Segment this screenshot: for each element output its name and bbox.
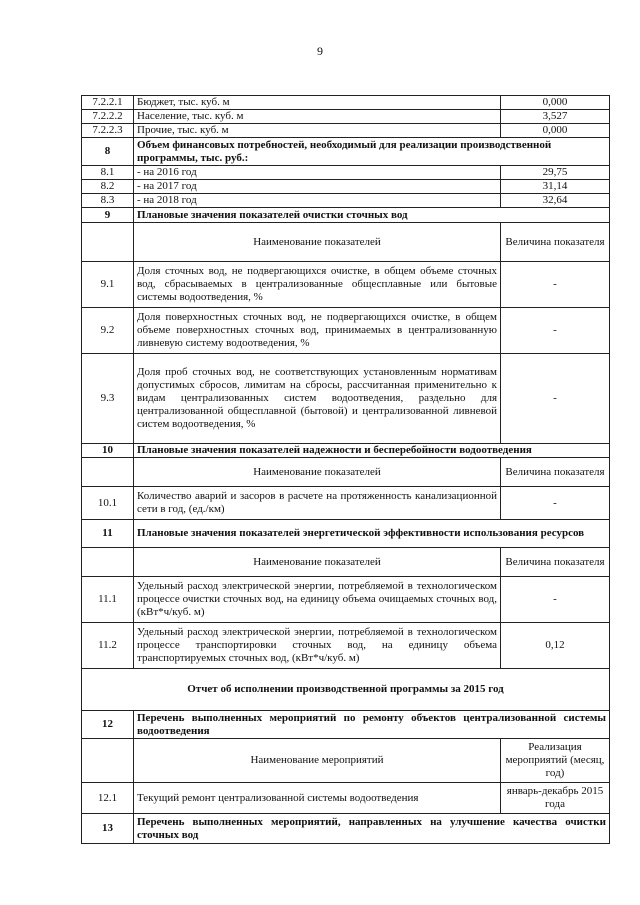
column-header-name: Наименование показателей xyxy=(134,223,501,262)
row-label: Доля проб сточных вод, не соответствующих установленным нормативам допустимых сбросов, лимитам на сбросы, рассчитанная применительно к видам централизованных систем водоотведения, раздельно для централизованной общесплавной (бытовой) и централизованной ливневой систем водоотведения, % xyxy=(134,354,501,444)
row-number: 8.1 xyxy=(82,166,134,180)
row-value: - xyxy=(501,487,610,520)
row-number: 12.1 xyxy=(82,783,134,814)
row-value: 29,75 xyxy=(501,166,610,180)
header-row xyxy=(82,739,610,783)
section-row xyxy=(82,520,610,548)
table-row xyxy=(82,124,610,138)
section-number: 12 xyxy=(82,711,134,739)
row-value: 0,000 xyxy=(501,124,610,138)
row-value: - xyxy=(501,354,610,444)
section-number: 13 xyxy=(82,814,134,844)
column-header-value: Величина показателя xyxy=(501,548,610,577)
section-number: 11 xyxy=(82,520,134,548)
report-row xyxy=(82,669,610,711)
row-label: - на 2018 год xyxy=(134,194,501,208)
section-row xyxy=(82,444,610,458)
table-row xyxy=(82,577,610,623)
section-title: Объем финансовых потребностей, необходимый для реализации производственной программы, тыс. руб.: xyxy=(134,138,610,166)
column-header-name: Наименование мероприятий xyxy=(134,739,501,783)
section-row xyxy=(82,138,610,166)
row-value: 32,64 xyxy=(501,194,610,208)
section-row xyxy=(82,711,610,739)
row-number: 7.2.2.3 xyxy=(82,124,134,138)
row-value: - xyxy=(501,577,610,623)
column-header-value: Величина показателя xyxy=(501,458,610,487)
table-row xyxy=(82,308,610,354)
row-label: Количество аварий и засоров в расчете на протяженность канализационной сети в год, (ед./км) xyxy=(134,487,501,520)
table-row xyxy=(82,110,610,124)
section-row xyxy=(82,814,610,844)
section-title: Перечень выполненных мероприятий по ремонту объектов централизованной системы водоотведения xyxy=(134,711,610,739)
table-row xyxy=(82,783,610,814)
column-header-value: Реализация мероприятий (месяц, год) xyxy=(501,739,610,783)
section-title: Плановые значения показателей очистки сточных вод xyxy=(134,208,610,223)
section-number: 10 xyxy=(82,444,134,458)
row-label: - на 2017 год xyxy=(134,180,501,194)
row-number: 9.1 xyxy=(82,262,134,308)
column-header-name: Наименование показателей xyxy=(134,548,501,577)
table-row xyxy=(82,354,610,444)
row-number: 11.2 xyxy=(82,623,134,669)
table-row xyxy=(82,623,610,669)
table-row xyxy=(82,96,610,110)
program-table xyxy=(81,95,610,844)
header-row xyxy=(82,548,610,577)
section-row xyxy=(82,208,610,223)
row-value: январь-декабрь 2015 года xyxy=(501,783,610,814)
row-number: 9.3 xyxy=(82,354,134,444)
row-number: 7.2.2.1 xyxy=(82,96,134,110)
page-number: 9 xyxy=(317,44,323,58)
row-number: 10.1 xyxy=(82,487,134,520)
section-number: 9 xyxy=(82,208,134,223)
column-header-name: Наименование показателей xyxy=(134,458,501,487)
row-value: - xyxy=(501,308,610,354)
section-title: Плановые значения показателей энергетической эффективности использования ресурсов xyxy=(134,520,610,548)
section-number: 8 xyxy=(82,138,134,166)
row-label: Текущий ремонт централизованной системы водоотведения xyxy=(134,783,501,814)
table-row xyxy=(82,194,610,208)
report-title: Отчет об исполнении производственной программы за 2015 год xyxy=(82,669,610,711)
table-row xyxy=(82,262,610,308)
table-row xyxy=(82,166,610,180)
row-label: Доля сточных вод, не подвергающихся очистке, в общем объеме сточных вод, сбрасываемых в централизованные общесплавные или бытовые системы водоотведения, % xyxy=(134,262,501,308)
row-number: 8.2 xyxy=(82,180,134,194)
header-row xyxy=(82,223,610,262)
row-label: - на 2016 год xyxy=(134,166,501,180)
row-number: 8.3 xyxy=(82,194,134,208)
table-row xyxy=(82,487,610,520)
column-header-value: Величина показателя xyxy=(501,223,610,262)
row-label: Население, тыс. куб. м xyxy=(134,110,501,124)
row-value: 0,12 xyxy=(501,623,610,669)
row-number: 11.1 xyxy=(82,577,134,623)
row-number: 7.2.2.2 xyxy=(82,110,134,124)
header-row xyxy=(82,458,610,487)
row-label: Удельный расход электрической энергии, потребляемой в технологическом процессе очистки сточных вод, на единицу объема очищаемых сточных вод, (кВт*ч/куб. м) xyxy=(134,577,501,623)
row-value: 3,527 xyxy=(501,110,610,124)
row-label: Удельный расход электрической энергии, потребляемой в технологическом процессе транспортировки сточных вод, на единицу объема транспортируемых сточных вод, (кВт*ч/куб. м) xyxy=(134,623,501,669)
row-label: Прочие, тыс. куб. м xyxy=(134,124,501,138)
section-title: Перечень выполненных мероприятий, направленных на улучшение качества очистки сточных вод xyxy=(134,814,610,844)
row-value: 31,14 xyxy=(501,180,610,194)
table-row xyxy=(82,180,610,194)
row-number: 9.2 xyxy=(82,308,134,354)
row-value: 0,000 xyxy=(501,96,610,110)
row-label: Бюджет, тыс. куб. м xyxy=(134,96,501,110)
section-title: Плановые значения показателей надежности и бесперебойности водоотведения xyxy=(134,444,610,458)
row-value: - xyxy=(501,262,610,308)
row-label: Доля поверхностных сточных вод, не подвергающихся очистке, в общем объеме поверхностных сточных вод, принимаемых в централизованную ливневую систему водоотведения, % xyxy=(134,308,501,354)
